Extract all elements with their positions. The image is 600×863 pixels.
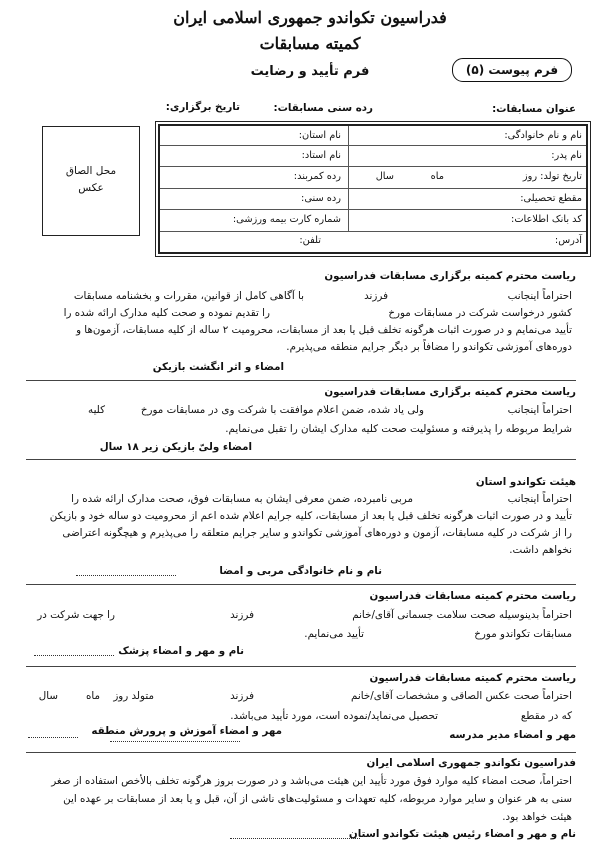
section1-line1-a: احتراماً اینجانب — [507, 290, 572, 302]
section1-line2-a: کشور درخواست شرکت در مسابقات مورخ — [388, 307, 572, 319]
education-field-label: مقطع تحصیلی: — [520, 193, 582, 204]
section4-line1-c: را جهت شرکت در — [37, 609, 115, 621]
section1-line2-b: را تقدیم نموده و صحت کلیه مدارک ارائه شده را — [63, 307, 270, 319]
section6-line3: هیئت خواهد بود. — [502, 811, 572, 823]
section6-line2: سنی به هر عنوان و سایر موارد مربوطه، کلیه تعهدات و مسئولیت‌های ناشی از آن، قبل و یا بعد از مسابقات بر عهده این — [63, 793, 572, 805]
section1-line4: دوره‌های آموزشی تکواندو را مضافاً بر دیگر جرایم منطقه می‌پذیرم. — [286, 341, 572, 353]
section5-line1-d: ماه — [85, 690, 100, 702]
form-title: فرم تأیید و رضایت — [250, 64, 370, 79]
section4-line1-a: احتراماً بدینوسیله صحت سلامت جسمانی آقای/خانم — [352, 609, 572, 621]
table-row — [160, 146, 586, 167]
phone-field-label: تلفن: — [299, 235, 321, 246]
section4-title: ریاست محترم کمیته مسابقات فدراسیون — [369, 590, 576, 602]
section2-signature: امضاء ولیّ بازیکن زیر ۱۸ سال — [99, 441, 252, 453]
section5-title: ریاست محترم کمیته مسابقات فدراسیون — [369, 672, 576, 684]
section3-line3: را از شرکت در کلیه مسابقات، آزمون و دوره‌های آموزشی تکواندو و سایر جرایم متعلقه را می‌پذیرم و هیچگونه اعتراضی — [62, 527, 572, 539]
federation-title: فدراسیون تکواندو جمهوری اسلامی ایران — [173, 8, 447, 27]
age-group-field-label: رده سنی: — [301, 193, 341, 204]
section1-signature: امضاء و اثر انگشت بازیکن — [152, 361, 284, 373]
signature-line — [34, 655, 114, 656]
section3-title: هیئت تکواندو استان — [475, 476, 576, 488]
section3-line1-b: مربی نامبرده، ضمن معرفی ایشان به مسابقات فوق، صحت مدارک ارائه شده را — [71, 493, 413, 505]
belt-field-label: رده کمربند: — [293, 171, 341, 182]
age-group-label: رده سنی مسابقات: — [273, 102, 373, 114]
section6-title: فدراسیون تکواندو جمهوری اسلامی ایران — [366, 757, 576, 769]
photo-placeholder — [42, 126, 140, 236]
section5-line1-c: متولد روز — [113, 690, 154, 702]
section2-line1-b: ولی یاد شده، ضمن اعلام موافقت با شرکت وی در مسابقات مورخ — [140, 404, 424, 416]
section3-line4: نخواهم داشت. — [509, 544, 572, 556]
section5-line1-b: فرزند — [230, 690, 254, 702]
section5-line2-b: تحصیل می‌نماید/نموده است، مورد تأیید می‌باشد. — [230, 710, 438, 722]
section6-line1: احتراماً، صحت امضاء کلیه موارد فوق مورد تأیید این هیئت می‌باشد و در صورت بروز هرگونه تخلف بالأخص استفاده از صغر — [51, 775, 572, 787]
applicant-info-table — [158, 124, 588, 254]
form-number-badge: فرم پیوست (۵) — [452, 58, 572, 82]
address-field-label: آدرس: — [554, 235, 582, 246]
section1-line1-b: فرزند — [364, 290, 388, 302]
section4-line1-b: فرزند — [230, 609, 254, 621]
name-field-label: نام و نام خانوادگی: — [504, 130, 582, 141]
section5-line1-e: سال — [38, 690, 58, 702]
section6-signature: نام و مهر و امضاء رئیس هیئت تکواندو استان — [348, 828, 576, 840]
section-divider — [26, 380, 576, 381]
photo-label-line1: محل الصاق — [65, 165, 117, 177]
signature-line — [28, 737, 78, 738]
section4-signature: نام و مهر و امضاء پزشک — [118, 645, 244, 657]
section2-title: ریاست محترم کمیته برگزاری مسابقات فدراسیون — [324, 386, 576, 398]
birth-date-field-label: تاریخ تولد: روز — [522, 171, 582, 182]
photo-label-line2: عکس — [78, 182, 104, 194]
section1-title: ریاست محترم کمیته برگزاری مسابقات فدراسیون — [324, 270, 576, 282]
section1-line3: تأیید می‌نمایم و در صورت اثبات هرگونه تخلف قبل یا بعد از مسابقات، محرومیت ۲ ساله از کلیه مسابقات، آزمون‌ها و — [76, 324, 572, 336]
section2-line2: شرایط مربوطه را پذیرفته و مسئولیت صحت کلیه مدارک ایشان را تقبل می‌نمایم. — [225, 423, 572, 435]
section-divider — [26, 459, 576, 460]
section3-line1-a: احتراماً اینجانب — [507, 493, 572, 505]
section-divider — [26, 584, 576, 585]
birth-year-label: سال — [375, 171, 394, 182]
section4-line2-b: تأیید می‌نمایم. — [304, 628, 364, 640]
section5-signature-principal: مهر و امضاء مدیر مدرسه — [449, 729, 576, 741]
instructor-field-label: نام استاد: — [301, 150, 341, 161]
date-label: تاریخ برگزاری: — [165, 101, 240, 113]
section3-signature: نام و نام خانوادگی مربی و امضا — [219, 565, 382, 577]
bank-code-field-label: کد بانک اطلاعات: — [511, 214, 582, 225]
signature-line — [76, 575, 176, 576]
section-divider — [26, 752, 576, 753]
signature-line — [230, 838, 360, 839]
section2-line1-a: احتراماً اینجانب — [507, 404, 572, 416]
signature-line — [110, 741, 240, 742]
section2-line1-c: کلیه — [88, 404, 105, 416]
province-field-label: نام استان: — [298, 130, 341, 141]
committee-title: کمیته مسابقات — [259, 34, 361, 53]
competition-title-label: عنوان مسابقات: — [492, 103, 576, 115]
birth-month-label: ماه — [430, 171, 444, 182]
section5-signature-education: مهر و امضاء آموزش و پرورش منطقه — [91, 725, 282, 737]
section3-line2: تأیید و در صورت اثبات هرگونه تخلف قبل یا بعد از مسابقات، کلیه جرایم اعلام شده اعم از محرومیت دو ساله خود و بازیکن — [49, 510, 572, 522]
section5-line1-a: احتراماً صحت عکس الصاقی و مشخصات آقای/خانم — [351, 690, 572, 702]
section4-line2-a: مسابقات تکواندو مورخ — [474, 628, 572, 640]
insurance-card-field-label: شماره کارت بیمه ورزشی: — [232, 214, 341, 225]
section5-line2-a: که در مقطع — [520, 710, 572, 722]
father-name-field-label: نام پدر: — [551, 150, 582, 161]
section-divider — [26, 666, 576, 667]
section1-line1-c: با آگاهی کامل از قوانین، مقررات و بخشنامه مسابقات — [73, 290, 304, 302]
table-divider — [348, 126, 349, 231]
